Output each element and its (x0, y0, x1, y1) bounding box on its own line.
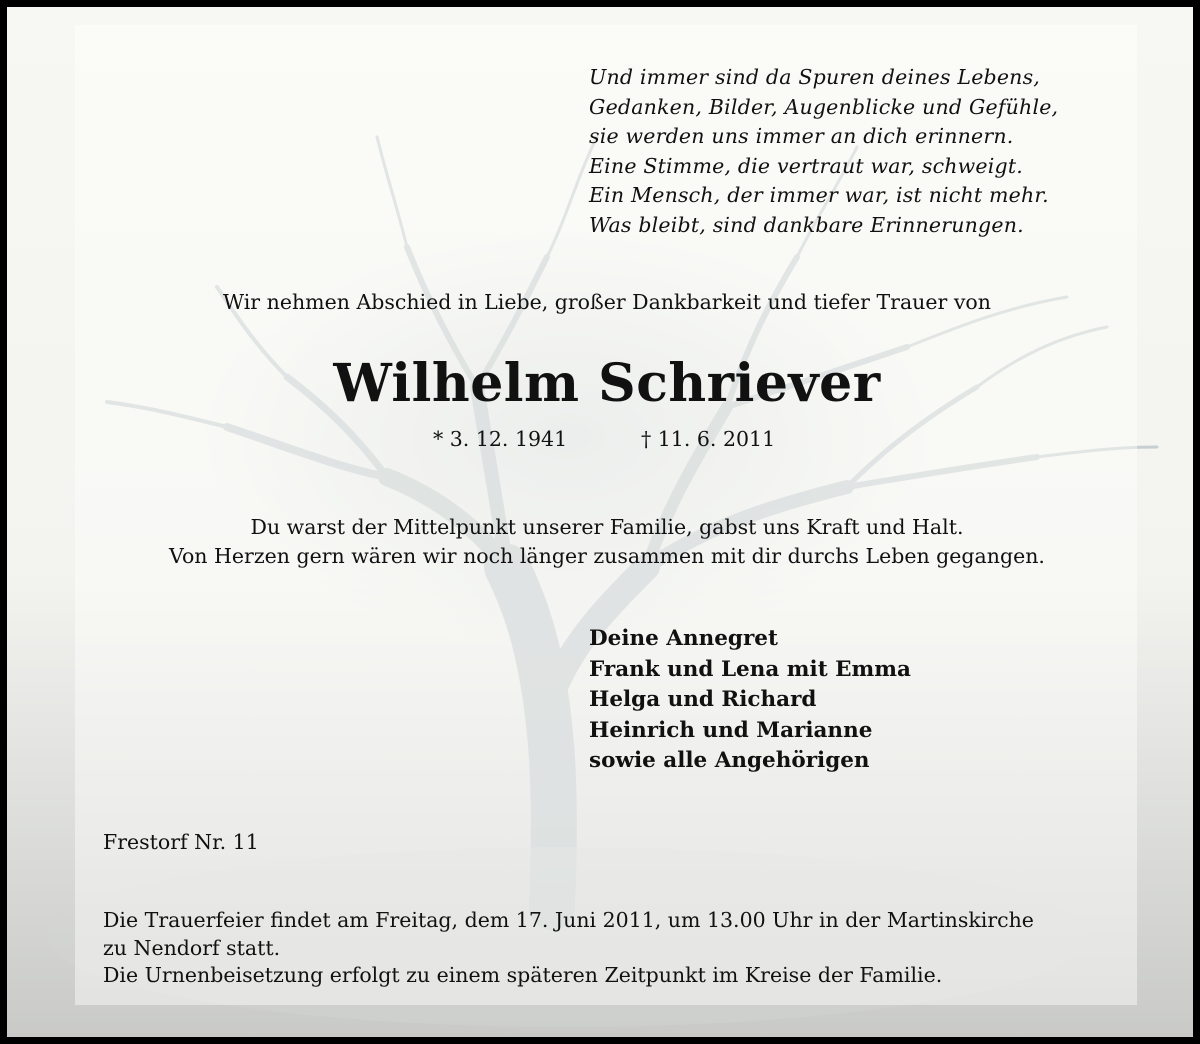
poem-line: Gedanken, Bilder, Augenblicke und Gefühle, (589, 94, 1059, 119)
birth-date: * 3. 12. 1941 (433, 427, 568, 451)
service-line: Die Trauerfeier findet am Freitag, dem 17. Juni 2011, um 13.00 Uhr in der Martinskirche (103, 908, 1034, 932)
poem-line: Ein Mensch, der immer war, ist nicht mehr. (589, 183, 1049, 207)
tribute-text (7, 513, 1200, 571)
mourner-name: Frank und Lena mit Emma (589, 656, 911, 682)
poem-line: Und immer sind da Spuren deines Lebens, (589, 65, 1041, 89)
service-line: Die Urnenbeisetzung erfolgt zu einem späteren Zeitpunkt im Kreise der Familie. (103, 963, 943, 987)
service-details (103, 907, 1034, 990)
tribute-line: Von Herzen gern wären wir noch länger zusammen mit dir durchs Leben gegangen. (169, 544, 1045, 568)
mourner-name: sowie alle Angehörigen (589, 748, 870, 773)
poem-line: Eine Stimme, die vertraut war, schweigt. (589, 153, 1023, 178)
mourners-list (589, 624, 911, 777)
death-date: † 11. 6. 2011 (641, 427, 776, 451)
mourner-name: Helga und Richard (589, 687, 817, 712)
address: Frestorf Nr. 11 (103, 830, 259, 854)
poem (589, 63, 1149, 240)
farewell-intro: Wir nehmen Abschied in Liebe, großer Dankbarkeit und tiefer Trauer von (223, 290, 991, 314)
tribute-line: Du warst der Mittelpunkt unserer Familie, gabst uns Kraft und Halt. (250, 515, 964, 539)
mourner-name: Heinrich und Marianne (589, 717, 873, 743)
poem-line: Was bleibt, sind dankbare Erinnerungen. (589, 212, 1024, 237)
mourner-name: Deine Annegret (589, 626, 778, 651)
poem-line: sie werden uns immer an dich erinnern. (589, 124, 1014, 148)
deceased-name: Wilhelm Schriever (333, 353, 881, 414)
service-line: zu Nendorf statt. (103, 935, 281, 960)
